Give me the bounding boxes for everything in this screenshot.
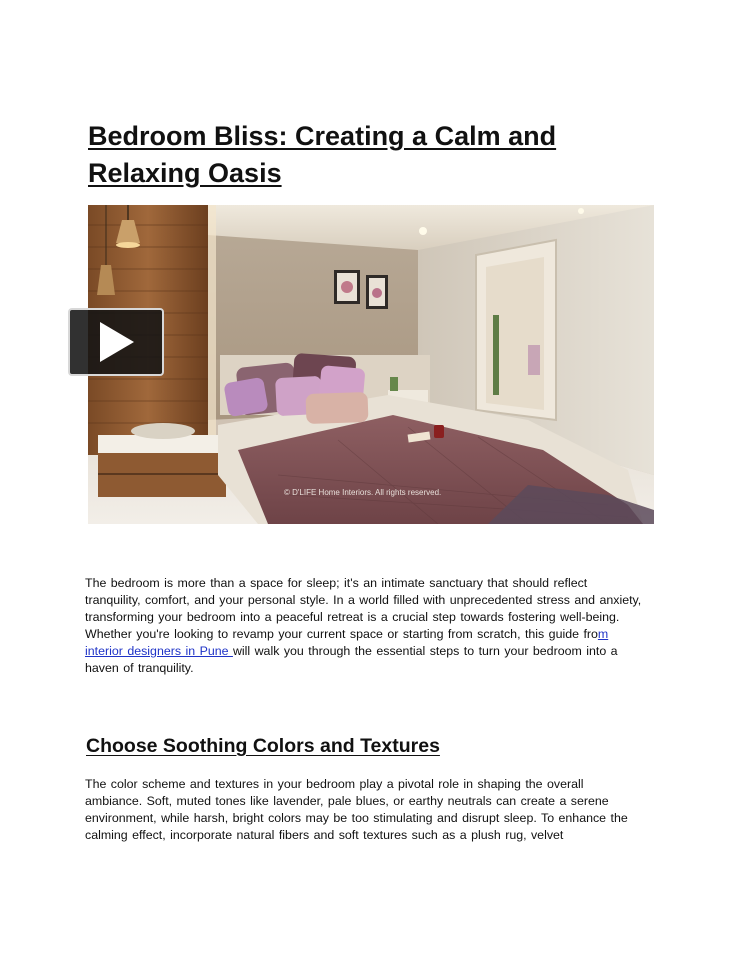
section-heading: Choose Soothing Colors and Textures bbox=[86, 735, 440, 757]
photo-watermark: © D'LIFE Home Interiors. All rights reserved. bbox=[284, 488, 442, 497]
intro-text-before-link: The bedroom is more than a space for sleep; it's an intimate sanctuary that should reflect tranquility, comfort, and your personal style. In a world filled with unprecedented stress and anxiety, transforming your bedroom into a peaceful retreat is a crucial step towards fostering well-being. Whether you're looking to revamp your current space or starting from scratch, this guide fro bbox=[85, 576, 642, 641]
play-icon bbox=[96, 320, 136, 364]
article-title: Bedroom Bliss: Creating a Calm and Relaxing Oasis bbox=[88, 121, 557, 188]
video-play-button[interactable] bbox=[68, 308, 164, 376]
bedroom-photo bbox=[88, 205, 654, 524]
intro-text-after-link: will walk you through the essential steps to turn your bedroom into a haven of tranquility. bbox=[85, 644, 618, 675]
interior-designers-link[interactable]: m interior designers in Pune bbox=[85, 627, 609, 658]
bedroom-illustration bbox=[88, 205, 654, 524]
section-paragraph: The color scheme and textures in your bedroom play a pivotal role in shaping the overall ambiance. Soft, muted tones like lavender, pale blues, or earthy neutrals can create a serene environment, while harsh, bright colors may be too stimulating and disrupt sleep. To enhance the calming effect, incorporate natural fibers and soft textures such as a plush rug, velvet bbox=[85, 777, 628, 842]
intro-paragraph bbox=[85, 575, 645, 677]
